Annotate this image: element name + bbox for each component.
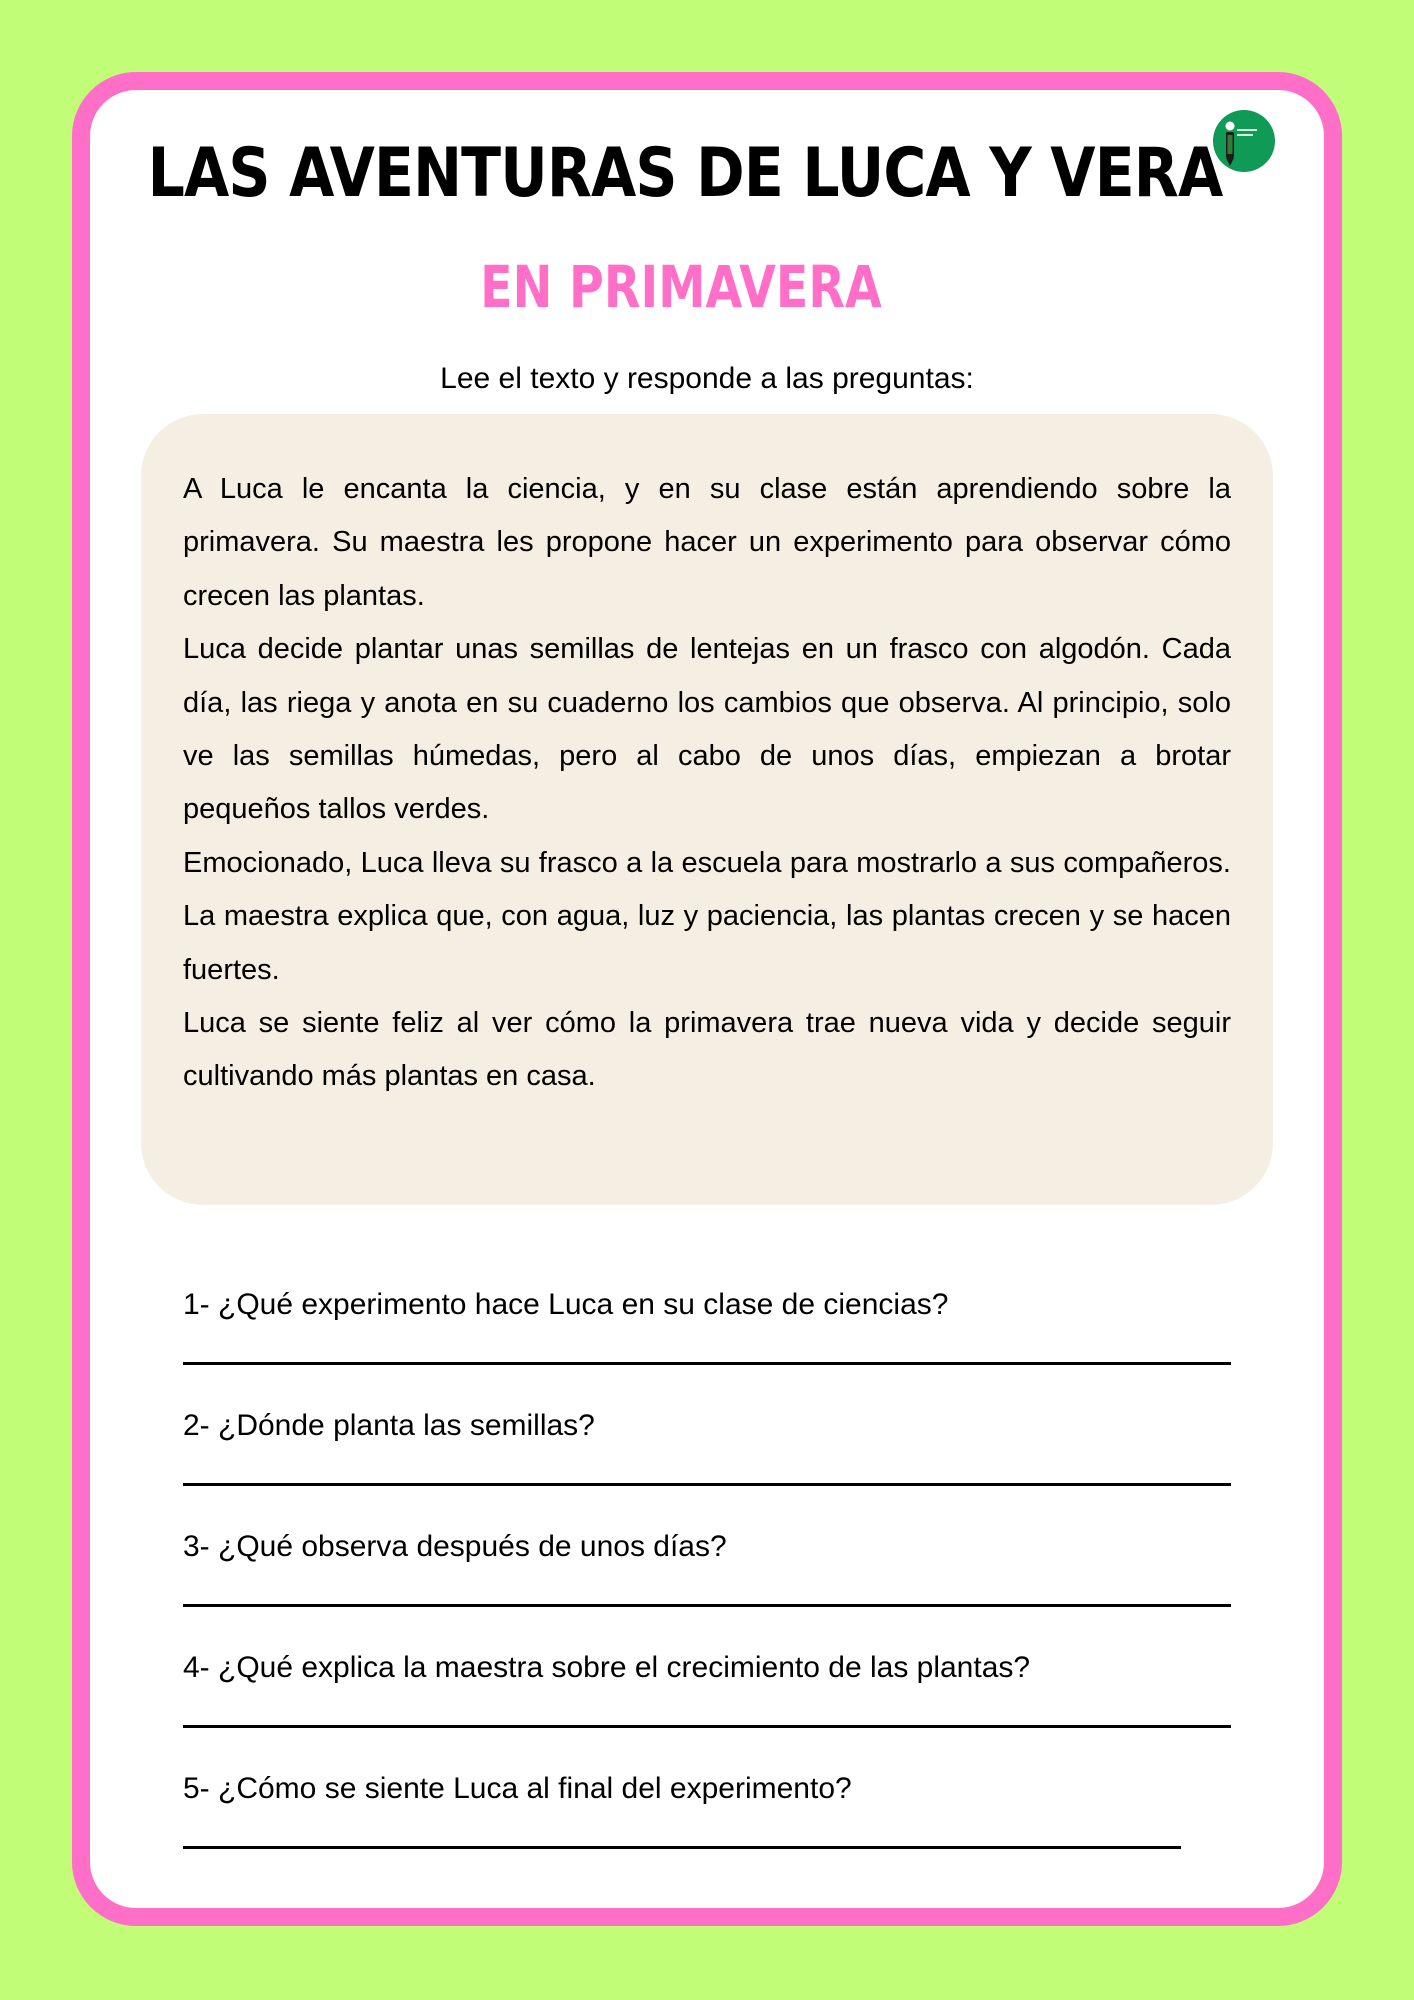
question-2: 2- ¿Dónde planta las semillas? bbox=[183, 1409, 595, 1442]
answer-line-3[interactable] bbox=[183, 1604, 1231, 1607]
reading-paragraph: Luca se siente feliz al ver cómo la primavera trae nueva vida y decide seguir cultivando más plantas en casa. bbox=[183, 1007, 1231, 1093]
reading-passage bbox=[183, 463, 1231, 1104]
question-5: 5- ¿Cómo se siente Luca al final del experimento? bbox=[183, 1772, 852, 1805]
answer-line-2[interactable] bbox=[183, 1483, 1231, 1486]
question-1: 1- ¿Qué experimento hace Luca en su clase de ciencias? bbox=[183, 1288, 949, 1321]
reading-paragraph: Luca decide plantar unas semillas de lentejas en un frasco con algodón. Cada día, las riega y anota en su cuaderno los cambios que observa. Al principio, solo ve las semillas húmedas, pero al cabo de unos días, empiezan a brotar pequeños tallos verdes. bbox=[183, 633, 1231, 826]
reading-paragraph: A Luca le encanta la ciencia, y en su clase están aprendiendo sobre la primavera. Su maestra les propone hacer un experimento para observar cómo crecen las plantas. bbox=[183, 473, 1231, 612]
page-title: LAS AVENTURAS DE LUCA Y VERA bbox=[147, 134, 1223, 213]
instruction-text: Lee el texto y responde a las preguntas: bbox=[440, 362, 974, 395]
reading-paragraph: Emocionado, Luca lleva su frasco a la escuela para mostrarlo a sus compañeros. La maestra explica que, con agua, luz y paciencia, las plantas crecen y se hacen fuertes. bbox=[183, 846, 1231, 986]
answer-line-1[interactable] bbox=[183, 1362, 1231, 1365]
question-4: 4- ¿Qué explica la maestra sobre el crecimiento de las plantas? bbox=[183, 1651, 1031, 1684]
answer-line-5[interactable] bbox=[183, 1846, 1181, 1849]
page-subtitle: EN PRIMAVERA bbox=[480, 253, 882, 321]
answer-line-4[interactable] bbox=[183, 1725, 1231, 1728]
question-3: 3- ¿Qué observa después de unos días? bbox=[183, 1530, 727, 1563]
